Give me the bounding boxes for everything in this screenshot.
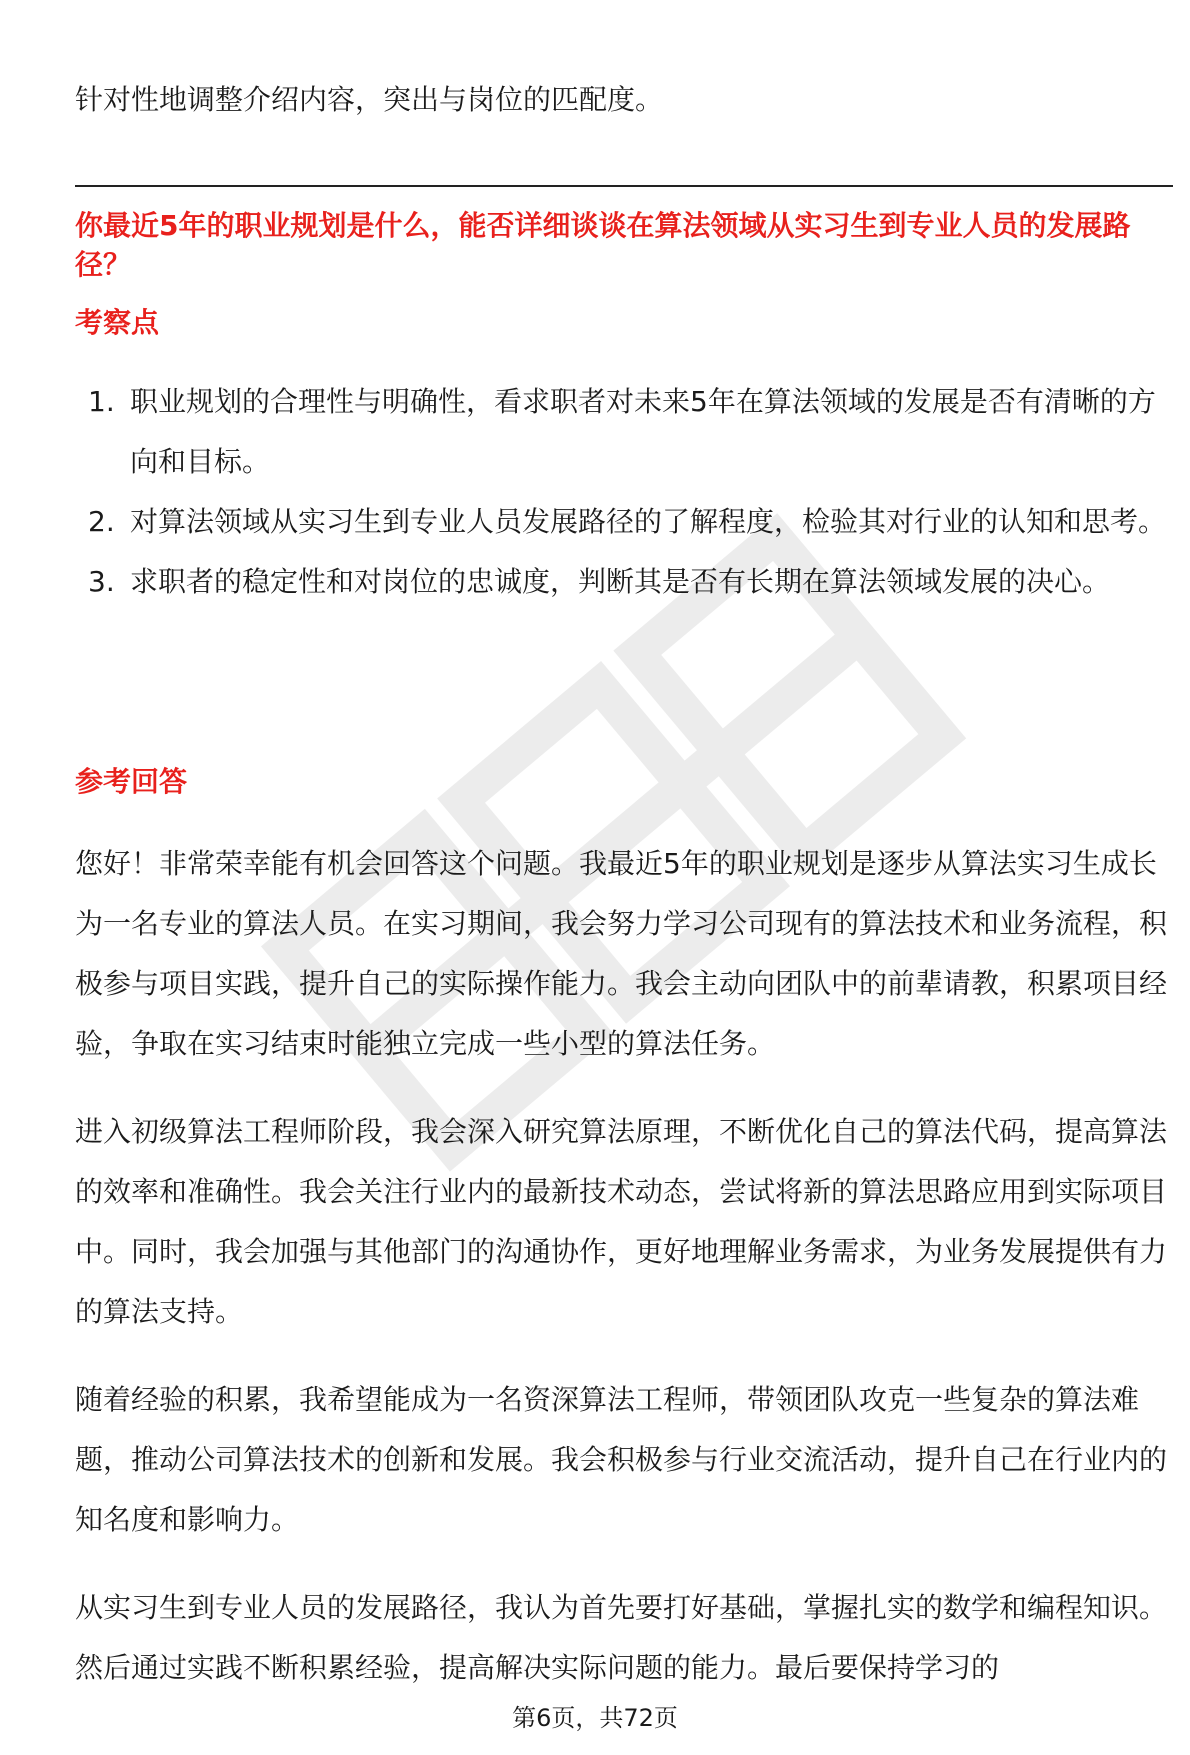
list-item-text: 求职者的稳定性和对岗位的忠诚度，判断其是否有长期在算法领域发展的决心。 (130, 565, 1111, 598)
list-item (75, 492, 1175, 552)
answer-paragraph: 您好！非常荣幸能有机会回答这个问题。我最近5年的职业规划是逐步从算法实习生成长为一名专业的算法人员。在实习期间，我会努力学习公司现有的算法技术和业务流程，积极参与项目实践，提升自己的实际操作能力。我会主动向团队中的前辈请教，积累项目经验，争取在实习结束时能独立完成一些小型的算法任务。 (75, 847, 1168, 1060)
list-item-number: 3. (88, 565, 115, 598)
answer-paragraph: 从实习生到专业人员的发展路径，我认为首先要打好基础，掌握扎实的数学和编程知识。然后通过实践不断积累经验，提高解决实际问题的能力。最后要保持学习的 (75, 1591, 1168, 1684)
list-item (75, 552, 1175, 612)
section-divider (75, 185, 1173, 187)
question-heading: 你最近5年的职业规划是什么，能否详细谈谈在算法领域从实习生到专业人员的发展路径？ (75, 209, 1131, 281)
list-item (75, 372, 1175, 492)
list-item-text: 对算法领域从实习生到专业人员发展路径的了解程度，检验其对行业的认知和思考。 (130, 505, 1167, 538)
intro-text: 针对性地调整介绍内容，突出与岗位的匹配度。 (75, 83, 664, 116)
answer-paragraph: 随着经验的积累，我希望能成为一名资深算法工程师，带领团队攻克一些复杂的算法难题，推动公司算法技术的创新和发展。我会积极参与行业交流活动，提升自己在行业内的知名度和影响力。 (75, 1383, 1168, 1536)
answer-paragraph: 进入初级算法工程师阶段，我会深入研究算法原理，不断优化自己的算法代码，提高算法的效率和准确性。我会关注行业内的最新技术动态，尝试将新的算法思路应用到实际项目中。同时，我会加强与其他部门的沟通协作，更好地理解业务需求，为业务发展提供有力的算法支持。 (75, 1115, 1168, 1328)
list-item-number: 2. (88, 505, 115, 538)
answer-title: 参考回答 (75, 765, 188, 798)
page-number-footer: 第6页，共72页 (512, 1704, 678, 1732)
list-item-text: 职业规划的合理性与明确性，看求职者对未来5年在算法领域的发展是否有清晰的方向和目标。 (130, 385, 1156, 478)
key-points-title: 考察点 (75, 306, 160, 339)
key-points-list (75, 372, 1175, 612)
list-item-number: 1. (88, 385, 115, 418)
